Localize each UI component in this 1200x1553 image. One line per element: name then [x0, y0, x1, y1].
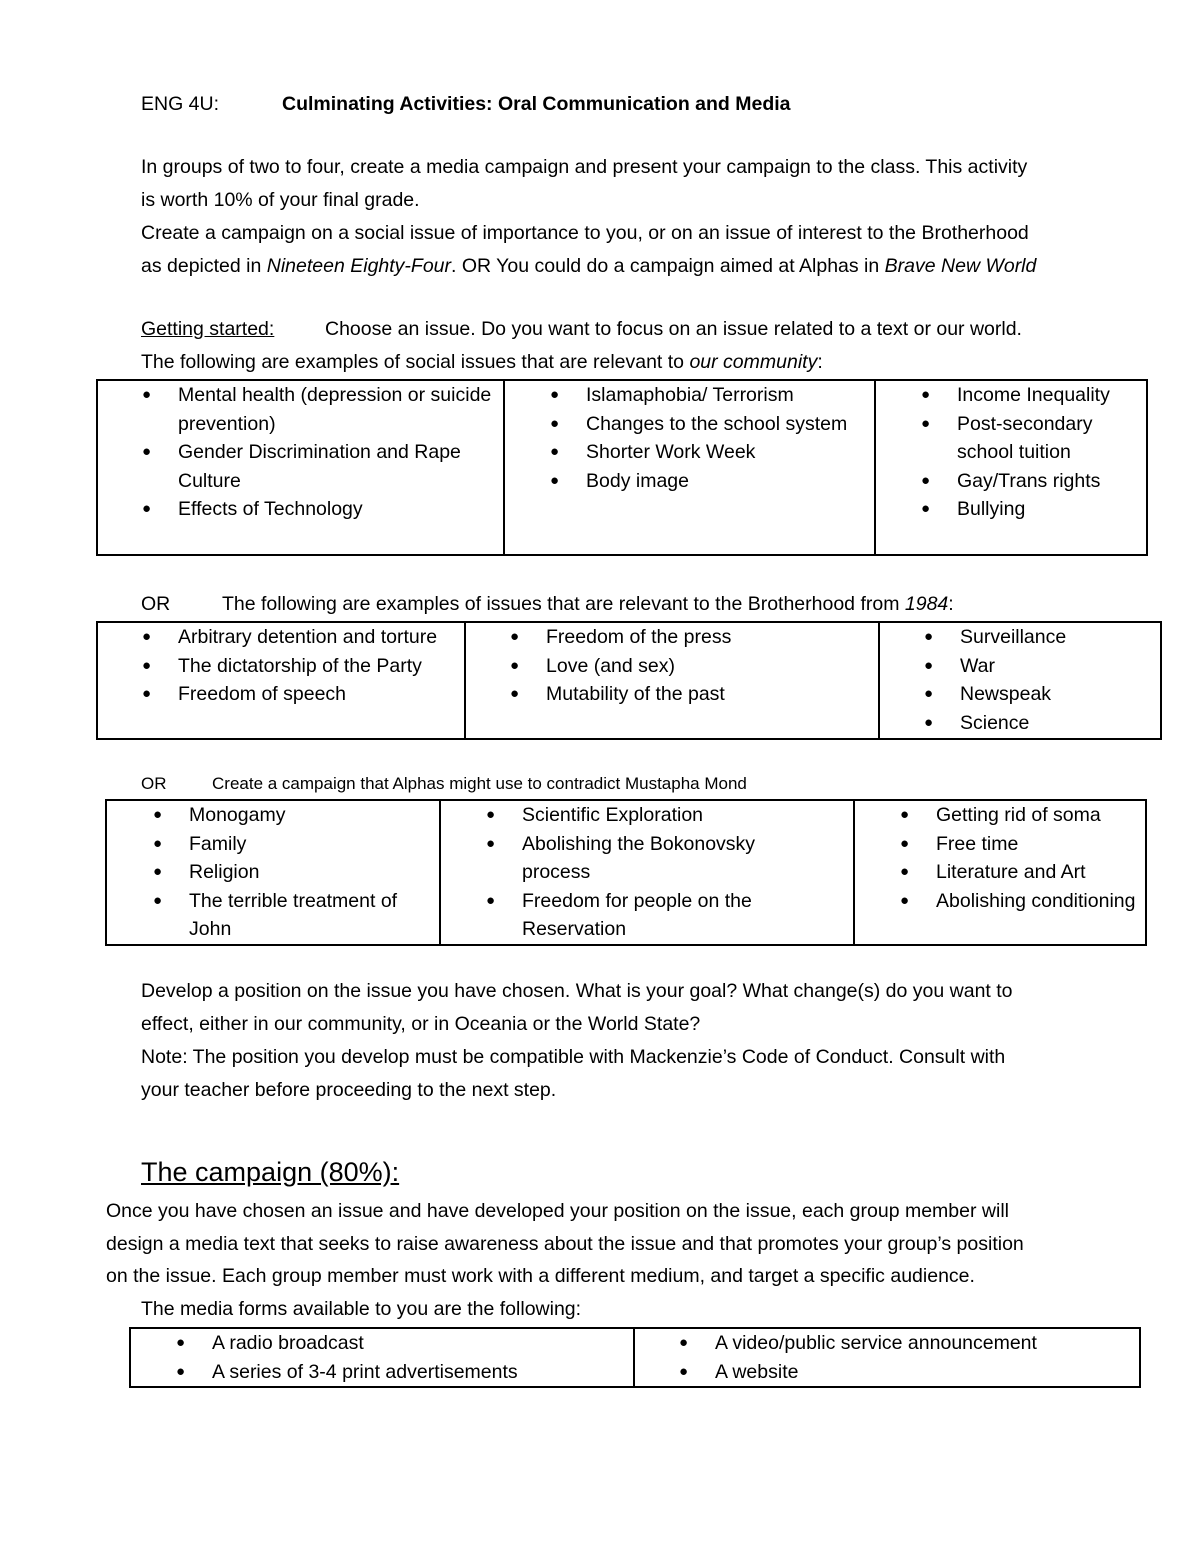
issue-list: [546, 623, 866, 709]
table-cell: [854, 800, 1146, 945]
list-item: ● Shorter Work Week: [586, 438, 866, 467]
list-item: ● A website: [715, 1358, 1125, 1387]
media-list: [212, 1329, 612, 1386]
list-item: ● Income Inequality: [957, 381, 1147, 410]
list-item: ● Abolishing the Bokonovsky process: [522, 830, 812, 887]
list-item: ● Science: [960, 709, 1160, 738]
issue-list: [936, 801, 1136, 915]
position-note-line: Note: The position you develop must be compatible with Mackenzie’s Code of Conduct. Consult with: [141, 1046, 1006, 1068]
list-item: ● Gender Discrimination and Rape Culture: [178, 438, 498, 495]
brotherhood-issues-table: [96, 621, 1162, 740]
campaign-paragraph-line: design a media text that seeks to raise awareness about the issue and that promotes your group’s position: [106, 1233, 1024, 1255]
emphasis: our community: [689, 351, 818, 373]
list-item: ● Religion: [189, 858, 434, 887]
list-item: ● Freedom of the press: [546, 623, 866, 652]
community-issues-table: [96, 379, 1148, 556]
campaign-paragraph-line: on the issue. Each group member must work with a different medium, and target a specific audience.: [106, 1265, 975, 1287]
or-label: OR: [141, 593, 171, 615]
table-cell: [465, 622, 879, 739]
brotherhood-intro: [222, 588, 954, 621]
issue-list: [178, 623, 463, 709]
list-item: ● Arbitrary detention and torture: [178, 623, 463, 652]
intro-paragraph-line: In groups of two to four, create a media campaign and present your campaign to the class. This activity: [141, 156, 1028, 178]
list-item: ● Literature and Art: [936, 858, 1136, 887]
list-item: ● Surveillance: [960, 623, 1160, 652]
list-item: ● Freedom for people on the Reservation: [522, 887, 812, 944]
list-item: ● Post-secondary school tuition: [957, 410, 1147, 467]
list-item: ● Gay/Trans rights: [957, 467, 1147, 496]
campaign-paragraph-line: Once you have chosen an issue and have developed your position on the issue, each group member will: [106, 1200, 1009, 1222]
emphasis: 1984: [904, 593, 949, 615]
media-forms-intro: The media forms available to you are the following:: [141, 1298, 582, 1320]
text: The following are examples of social issues that are relevant to: [141, 351, 690, 373]
list-item: ● Freedom of speech: [178, 680, 463, 709]
issue-list: [178, 381, 498, 524]
list-item: ● The terrible treatment of John: [189, 887, 434, 944]
book-title-1984: Nineteen Eighty-Four: [266, 255, 452, 277]
list-item: ● The dictatorship of the Party: [178, 652, 463, 681]
list-item: ● Getting rid of soma: [936, 801, 1136, 830]
text: :: [948, 593, 954, 615]
issue-list: [960, 623, 1160, 737]
alphas-issues-table: [105, 799, 1147, 946]
community-intro: [141, 346, 823, 379]
table-cell: [875, 380, 1147, 555]
list-item: ● A radio broadcast: [212, 1329, 612, 1358]
campaign-heading: The campaign (80%):: [141, 1157, 400, 1187]
table-cell: [106, 800, 440, 945]
getting-started-text: Choose an issue. Do you want to focus on an issue related to a text or our world.: [325, 318, 1022, 340]
list-item: ● Abolishing conditioning: [936, 887, 1136, 916]
table-cell: [130, 1328, 634, 1387]
text: :: [817, 351, 823, 373]
list-item: ● Changes to the school system: [586, 410, 866, 439]
text: The following are examples of issues that are relevant to the Brotherhood from: [222, 593, 905, 615]
table-cell: [97, 622, 465, 739]
table-cell: [879, 622, 1161, 739]
issue-list: [586, 381, 866, 495]
list-item: ● Mental health (depression or suicide prevention): [178, 381, 498, 438]
getting-started-label: Getting started:: [141, 318, 275, 340]
issue-list: [189, 801, 434, 944]
list-item: ● Effects of Technology: [178, 495, 498, 524]
issue-list: [957, 381, 1147, 524]
text: as depicted in: [141, 255, 267, 277]
intro-paragraph-line: [141, 250, 1036, 283]
media-list: [715, 1329, 1125, 1386]
list-item: ● A series of 3-4 print advertisements: [212, 1358, 612, 1387]
position-note-line: your teacher before proceeding to the next step.: [141, 1079, 557, 1101]
list-item: ● Mutability of the past: [546, 680, 866, 709]
table-cell: [634, 1328, 1140, 1387]
alphas-intro: Create a campaign that Alphas might use to contradict Mustapha Mond: [212, 774, 747, 793]
list-item: ● Islamaphobia/ Terrorism: [586, 381, 866, 410]
list-item: ● Newspeak: [960, 680, 1160, 709]
book-title-brave-new-world: Brave New World: [884, 255, 1037, 277]
table-cell: [440, 800, 854, 945]
issue-list: [522, 801, 812, 944]
list-item: ● Family: [189, 830, 434, 859]
course-code: ENG 4U:: [141, 93, 220, 115]
list-item: ● Monogamy: [189, 801, 434, 830]
list-item: ● War: [960, 652, 1160, 681]
list-item: ● Bullying: [957, 495, 1147, 524]
intro-paragraph-line: is worth 10% of your final grade.: [141, 189, 420, 211]
position-paragraph-line: Develop a position on the issue you have chosen. What is your goal? What change(s) do you want to: [141, 980, 1013, 1002]
page-title: Culminating Activities: Oral Communication and Media: [282, 93, 791, 115]
media-forms-table: [129, 1327, 1141, 1388]
table-cell: [504, 380, 875, 555]
position-paragraph-line: effect, either in our community, or in Oceania or the World State?: [141, 1013, 701, 1035]
table-cell: [97, 380, 504, 555]
list-item: ● Free time: [936, 830, 1136, 859]
or-label: OR: [141, 774, 167, 793]
list-item: ● A video/public service announcement: [715, 1329, 1125, 1358]
text: . OR You could do a campaign aimed at Alphas in: [451, 255, 885, 277]
intro-paragraph-line: Create a campaign on a social issue of importance to you, or on an issue of interest to the Brotherhood: [141, 222, 1029, 244]
list-item: ● Body image: [586, 467, 866, 496]
list-item: ● Scientific Exploration: [522, 801, 812, 830]
list-item: ● Love (and sex): [546, 652, 866, 681]
